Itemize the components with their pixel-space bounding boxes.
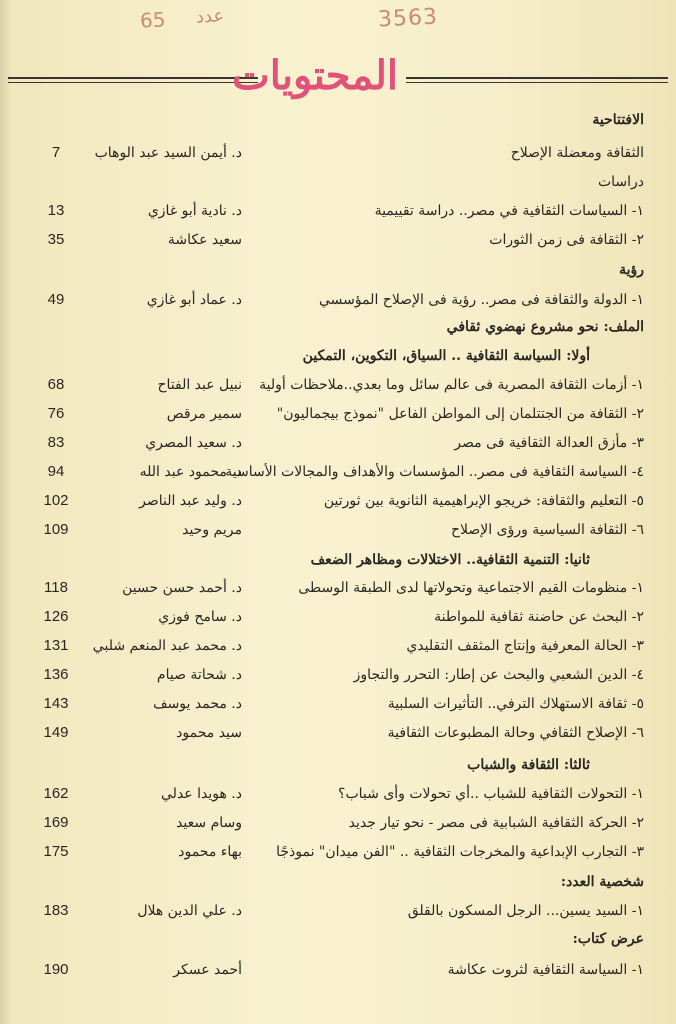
entry-page-number: 13	[47, 202, 65, 219]
entry-title: ٤- الدين الشعبي والبحث عن إطار: التحرر والتجاوز	[353, 667, 644, 683]
entry-page-number: 118	[44, 579, 68, 596]
section-title: الملف: نحو مشروع نهضوي ثقافي	[446, 319, 644, 335]
entry-author: نبيل عبد الفتاح	[157, 377, 242, 393]
toc-entry	[30, 288, 644, 312]
toc-entry	[30, 199, 644, 223]
entry-title: ٦- الإصلاح الثقافي وحالة المطبوعات الثقافية	[387, 725, 644, 741]
section-title: رؤية	[619, 262, 644, 278]
entry-title: ١- الدولة والثقافة فى مصر.. رؤية فى الإصلاح المؤسسي	[318, 292, 644, 308]
toc-entry	[30, 373, 644, 397]
entry-page-number: 49	[47, 291, 65, 308]
toc-entry	[30, 811, 644, 835]
entry-page-number: 102	[43, 492, 69, 509]
toc-entry	[30, 489, 644, 513]
entry-author: د. سعيد المصري	[145, 435, 242, 451]
toc-entry	[30, 141, 644, 165]
entry-author: بهاء محمود	[178, 844, 242, 860]
toc-heading	[30, 870, 644, 894]
entry-author: سعيد عكاشة	[167, 232, 242, 248]
entry-author: د. سامح فوزي	[158, 609, 242, 625]
section-title: شخصية العدد:	[560, 874, 644, 890]
entry-author: سيد محمود	[176, 725, 242, 741]
entry-author: سمير مرقص	[166, 406, 242, 422]
entry-page-number: 35	[47, 231, 65, 248]
toc-entry	[30, 518, 644, 542]
entry-title: ١- السياسات الثقافية في مصر.. دراسة تقييمية	[374, 203, 644, 219]
entry-page-number: 126	[43, 608, 69, 625]
entry-author: مريم وحيد	[182, 522, 242, 538]
entry-title: ١- منظومات القيم الاجتماعية وتحولاتها لدى الطبقة الوسطى	[298, 580, 644, 596]
entry-title: ٢- الثقافة من الجتتلمان إلى المواطن الفاعل "نموذج بيجماليون"	[276, 406, 644, 422]
section-title: دراسات	[597, 174, 644, 190]
entry-page-number: 169	[43, 814, 69, 831]
page-edge-shadow	[0, 0, 12, 1024]
toc-entry	[30, 460, 644, 484]
toc-heading	[30, 344, 644, 368]
entry-author: د. شحاتة صيام	[156, 667, 242, 683]
entry-title: ١- السيد يسين... الرجل المسكون بالقلق	[407, 903, 644, 919]
title-row	[8, 52, 668, 110]
entry-author: د. عماد أبو غازي	[146, 292, 242, 308]
toc-entry	[30, 605, 644, 629]
entry-page-number: 143	[43, 695, 69, 712]
entry-page-number: 131	[43, 637, 69, 654]
entry-page-number: 183	[43, 902, 69, 919]
entry-title: ٥- ثقافة الاستهلاك الترفي.. التأثيرات السلبية	[387, 696, 644, 712]
entry-title: ٣- الحالة المعرفية وإنتاج المثقف التقليدي	[406, 638, 644, 654]
toc-entry	[30, 899, 644, 923]
toc-entry	[30, 840, 644, 864]
entry-author: د. أحمد حسن حسين	[122, 580, 242, 596]
entry-page-number: 149	[43, 724, 69, 741]
entry-page-number: 7	[51, 144, 61, 161]
section-title: ثالثا: الثقافة والشباب	[467, 757, 590, 773]
entry-author: د. علي الدين هلال	[137, 903, 242, 919]
toc-heading	[30, 548, 644, 572]
entry-title: ٤- السياسة الثقافية فى مصر.. المؤسسات والأهداف والمجالات الأساسية	[225, 464, 644, 480]
toc-heading	[30, 258, 644, 282]
entry-page-number: 83	[47, 434, 65, 451]
section-title: ثانيا: التنمية الثقافية.. الاختلالات ومظاهر الضعف	[310, 552, 590, 568]
handwritten-number: 3563	[377, 4, 439, 33]
section-title: عرض كتاب:	[572, 931, 644, 947]
entry-author: د. محمود عبد الله	[139, 464, 242, 480]
toc-heading	[30, 753, 644, 777]
toc-entry	[30, 721, 644, 745]
entry-title: ١- السياسة الثقافية لثروت عكاشة	[447, 962, 644, 978]
entry-page-number: 68	[47, 376, 65, 393]
title-rule-left	[8, 77, 258, 83]
entry-title: ٢- الحركة الثقافية الشبابية فى مصر - نحو تيار جديد	[348, 815, 644, 831]
entry-author: د. هويدا عدلي	[161, 786, 242, 802]
entry-author: د. وليد عبد الناصر	[139, 493, 242, 509]
handwritten-note-word: عدد	[195, 5, 225, 28]
toc-entry	[30, 634, 644, 658]
entry-author: د. نادية أبو غازي	[147, 203, 242, 219]
entry-title: ٥- التعليم والثقافة: خريجو الإبراهيمية الثانوية بين ثورتين	[323, 493, 644, 509]
toc-entry	[30, 958, 644, 982]
toc-entry	[30, 663, 644, 687]
page-title: المحتويات	[232, 52, 398, 99]
toc-heading	[30, 927, 644, 951]
entry-author: د. محمد عبد المنعم شلبي	[92, 638, 242, 654]
entry-title: ٢- الثقافة فى زمن الثورات	[489, 232, 644, 248]
entry-page-number: 136	[43, 666, 69, 683]
entry-author: د. أيمن السيد عبد الوهاب	[94, 145, 242, 161]
toc-entry	[30, 228, 644, 252]
toc-entry	[30, 402, 644, 426]
entry-title: الثقافة ومعضلة الإصلاح	[510, 145, 644, 161]
entry-page-number: 109	[43, 521, 69, 538]
entry-title: ٣- التجارب الإبداعية والمخرجات الثقافية .. "الفن ميدان" نموذجًا	[276, 844, 644, 860]
toc-heading	[30, 108, 644, 132]
toc-entry	[30, 692, 644, 716]
entry-title: ١- التحولات الثقافية للشباب ..أي تحولات وأى شباب؟	[338, 786, 644, 802]
entry-title: ١- أزمات الثقافة المصرية فى عالم سائل وما بعدي..ملاحظات أولية	[259, 377, 644, 393]
toc-entry	[30, 576, 644, 600]
section-title: الافتتاحية	[592, 112, 644, 128]
section-title: أولا: السياسة الثقافية .. السياق، التكوين، التمكين	[302, 348, 590, 364]
entry-page-number: 190	[43, 961, 69, 978]
entry-page-number: 94	[47, 463, 65, 480]
entry-page-number: 76	[47, 405, 65, 422]
entry-author: أحمد عسكر	[173, 962, 242, 978]
entry-title: ٣- مأزق العدالة الثقافية فى مصر	[454, 435, 644, 451]
entry-author: د. محمد يوسف	[153, 696, 242, 712]
entry-title: ٦- الثقافة السياسية ورؤى الإصلاح	[451, 522, 644, 538]
toc-heading	[30, 315, 644, 339]
entry-page-number: 175	[43, 843, 69, 860]
entry-author: وسام سعيد	[176, 815, 242, 831]
handwritten-note: 65	[139, 7, 167, 33]
toc-heading	[30, 170, 644, 194]
toc-entry	[30, 782, 644, 806]
toc-entry	[30, 431, 644, 455]
entry-title: ٢- البحث عن حاضنة ثقافية للمواطنة	[434, 609, 644, 625]
title-rule-right	[406, 77, 668, 83]
entry-page-number: 162	[43, 785, 69, 802]
